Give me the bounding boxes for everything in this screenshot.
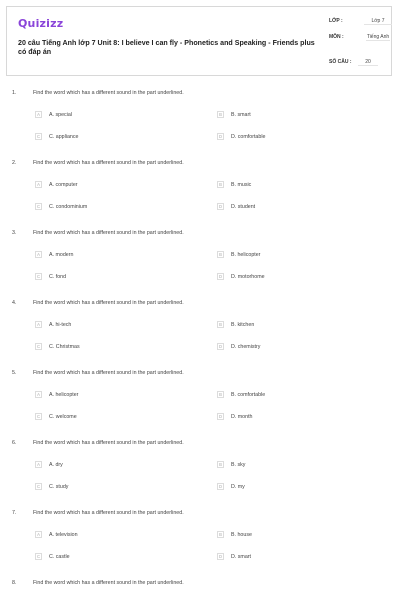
question-count-value: 20 xyxy=(358,59,378,66)
option-letter-box: D xyxy=(218,414,223,419)
option-text: A. dry xyxy=(49,461,63,468)
option-letter-box: A xyxy=(35,461,42,468)
option-text: B. sky xyxy=(231,461,246,468)
answer-option-a[interactable] xyxy=(35,460,63,469)
option-text: A. television xyxy=(49,531,78,538)
answer-option-b[interactable] xyxy=(217,320,254,329)
question-number: 5. xyxy=(12,370,17,376)
question-prompt: Find the word which has a different sound in the part underlined. xyxy=(33,510,184,516)
quizizz-logo: Quizizz xyxy=(18,17,64,30)
option-letter-box: B xyxy=(217,391,224,398)
option-text: A. hi-tech xyxy=(49,321,72,328)
answer-option-c[interactable] xyxy=(35,132,78,141)
option-text: B. smart xyxy=(231,111,251,118)
question-prompt: Find the word which has a different sound in the part underlined. xyxy=(33,440,184,446)
option-text: D. motorhome xyxy=(231,273,265,280)
option-text: D. chemistry xyxy=(231,343,261,350)
option-text: D. smart xyxy=(231,553,252,560)
answer-option-c[interactable] xyxy=(35,412,77,421)
option-letter-box: A xyxy=(35,531,42,538)
option-letter-box: B xyxy=(217,321,224,328)
question-prompt: Find the word which has a different sound in the part underlined. xyxy=(33,230,184,236)
answer-option-d[interactable] xyxy=(217,272,265,281)
worksheet-header xyxy=(6,6,392,76)
answer-option-a[interactable] xyxy=(35,530,78,539)
option-text: C. fond xyxy=(49,273,67,280)
option-letter-box: C xyxy=(36,344,41,349)
option-letter-box: B xyxy=(217,181,224,188)
option-letter-box: D xyxy=(218,274,223,279)
option-text: B. kitchen xyxy=(231,321,255,328)
option-letter-box: C xyxy=(36,554,41,559)
question-prompt: Find the word which has a different sound in the part underlined. xyxy=(33,90,184,96)
question-number: 4. xyxy=(12,300,17,306)
option-letter-box: C xyxy=(36,204,41,209)
answer-option-b[interactable] xyxy=(217,460,245,469)
option-letter-box: A xyxy=(35,391,42,398)
option-text: B. music xyxy=(231,181,252,188)
option-letter-box: D xyxy=(218,134,223,139)
answer-option-d[interactable] xyxy=(217,132,265,141)
answer-option-b[interactable] xyxy=(217,180,251,189)
question-number: 8. xyxy=(12,580,17,586)
question-number: 3. xyxy=(12,230,17,236)
option-letter-box: C xyxy=(36,134,41,139)
subject-label: MÔN : xyxy=(329,34,344,40)
option-letter-box: C xyxy=(36,274,41,279)
option-text: C. appliance xyxy=(49,133,79,140)
answer-option-a[interactable] xyxy=(35,320,71,329)
option-text: C. Christmas xyxy=(49,343,80,350)
subject-value: Tiếng Anh xyxy=(366,34,390,40)
answer-option-c[interactable] xyxy=(35,272,66,281)
answer-option-d[interactable] xyxy=(217,202,255,211)
question-prompt: Find the word which has a different sound in the part underlined. xyxy=(33,300,184,306)
option-text: B. comfortable xyxy=(231,391,266,398)
question-prompt: Find the word which has a different sound in the part underlined. xyxy=(33,160,184,166)
option-letter-box: C xyxy=(36,414,41,419)
option-text: D. my xyxy=(231,483,245,490)
option-letter-box: D xyxy=(218,204,223,209)
option-letter-box: B xyxy=(217,251,224,258)
answer-option-d[interactable] xyxy=(217,552,251,561)
option-text: A. modern xyxy=(49,251,74,258)
answer-option-c[interactable] xyxy=(35,482,68,491)
option-letter-box: A xyxy=(35,111,42,118)
option-letter-box: D xyxy=(218,344,223,349)
answer-option-d[interactable] xyxy=(217,342,260,351)
grade-value: Lớp 7 xyxy=(364,18,392,25)
question-prompt: Find the word which has a different sound in the part underlined. xyxy=(33,580,184,586)
option-letter-box: B xyxy=(217,531,224,538)
question-count-label: SỐ CÂU : xyxy=(329,59,352,65)
answer-option-a[interactable] xyxy=(35,180,78,189)
answer-option-a[interactable] xyxy=(35,390,78,399)
answer-option-d[interactable] xyxy=(217,412,253,421)
answer-option-c[interactable] xyxy=(35,342,80,351)
answer-option-b[interactable] xyxy=(217,110,251,119)
option-text: A. special xyxy=(49,111,72,118)
option-text: A. computer xyxy=(49,181,78,188)
option-letter-box: A xyxy=(35,251,42,258)
option-text: C. welcome xyxy=(49,413,77,420)
option-letter-box: C xyxy=(36,484,41,489)
grade-label: LỚP : xyxy=(329,18,343,24)
question-number: 7. xyxy=(12,510,17,516)
option-text: D. student xyxy=(231,203,256,210)
option-text: C. condominium xyxy=(49,203,88,210)
answer-option-a[interactable] xyxy=(35,250,73,259)
question-number: 1. xyxy=(12,90,17,96)
option-text: D. month xyxy=(231,413,253,420)
worksheet-title: 20 câu Tiếng Anh lớp 7 Unit 8: I believe I can fly - Phonetics and Speaking - Friends plus có đáp án xyxy=(18,39,315,56)
question-prompt: Find the word which has a different sound in the part underlined. xyxy=(33,370,184,376)
option-letter-box: B xyxy=(217,111,224,118)
answer-option-c[interactable] xyxy=(35,202,87,211)
option-text: B. helicopter xyxy=(231,251,261,258)
option-letter-box: D xyxy=(218,484,223,489)
option-letter-box: A xyxy=(35,321,42,328)
option-text: C. study xyxy=(49,483,69,490)
option-letter-box: B xyxy=(217,461,224,468)
option-text: A. helicopter xyxy=(49,391,79,398)
option-text: C. castle xyxy=(49,553,70,560)
answer-option-b[interactable] xyxy=(217,390,265,399)
option-letter-box: A xyxy=(35,181,42,188)
answer-option-b[interactable] xyxy=(217,250,260,259)
answer-option-c[interactable] xyxy=(35,552,70,561)
option-letter-box: D xyxy=(218,554,223,559)
answer-option-a[interactable] xyxy=(35,110,72,119)
question-number: 6. xyxy=(12,440,17,446)
answer-option-b[interactable] xyxy=(217,530,252,539)
option-text: D. comfortable xyxy=(231,133,266,140)
answer-option-d[interactable] xyxy=(217,482,245,491)
option-text: B. house xyxy=(231,531,252,538)
question-number: 2. xyxy=(12,160,17,166)
